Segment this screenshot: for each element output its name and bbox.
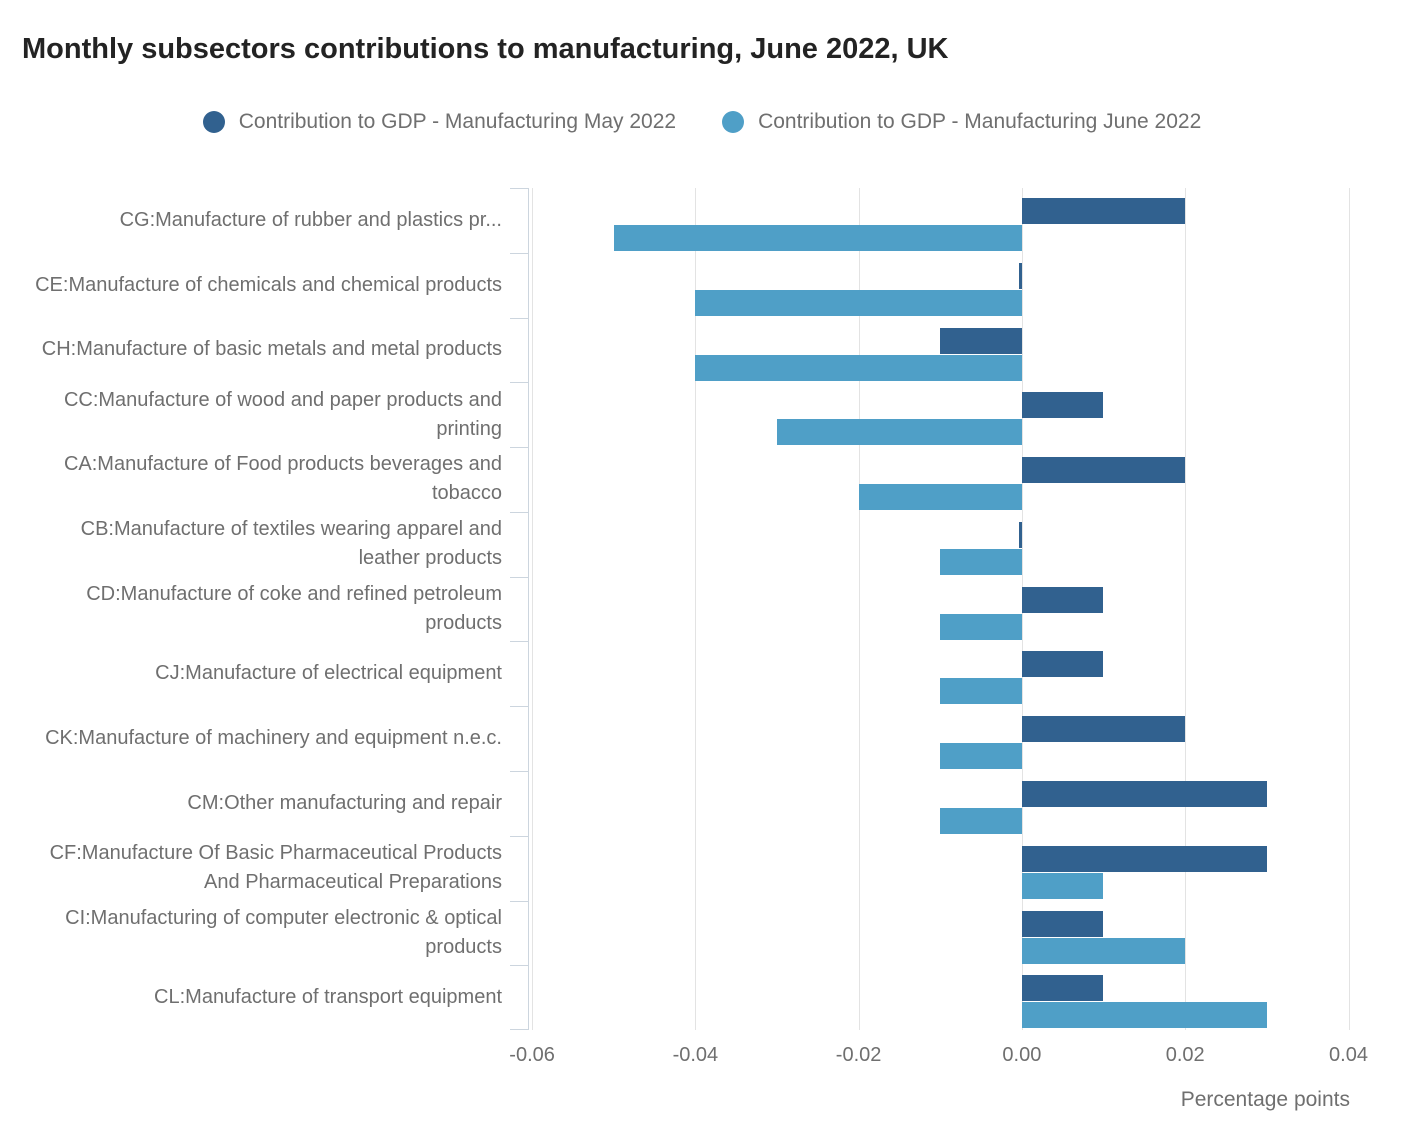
category-label: CB:Manufacture of textiles wearing apparel and leather products [80,518,502,570]
category-axis-tick [510,901,528,902]
bar-may [1022,198,1185,224]
gridline [1185,188,1186,1030]
category-axis-tick [510,771,528,772]
bar-may [1022,781,1267,807]
bar-june [695,290,1022,316]
category-label: CI:Manufacturing of computer electronic & optical products [65,906,502,958]
category-axis-tick [510,577,528,578]
legend-item-may[interactable] [203,110,676,134]
bar-june [1022,1002,1267,1028]
legend-label-june: Contribution to GDP - Manufacturing June 2022 [758,110,1202,133]
bar-june [940,678,1022,704]
legend-marker-may-icon [203,111,225,133]
bar-june [940,743,1022,769]
category-label: CA:Manufacture of Food products beverages and tobacco [63,453,502,505]
bar-june [1022,873,1104,899]
category-axis-tick [510,188,528,189]
bar-may [1022,392,1104,418]
category-axis-line [528,188,529,1030]
x-axis-label: Percentage points [1180,1088,1350,1111]
bar-june [859,484,1022,510]
category-label: CM:Other manufacturing and repair [187,791,502,814]
bar-may [1019,522,1022,548]
category-label: CG:Manufacture of rubber and plastics pr... [119,208,502,231]
category-label: CE:Manufacture of chemicals and chemical products [35,273,502,296]
bar-june [777,419,1022,445]
category-label: CC:Manufacture of wood and paper products and printing [63,388,502,440]
x-tick-label: 0.04 [1329,1044,1368,1066]
bar-may [940,328,1022,354]
bar-june [1022,938,1185,964]
x-tick-label: -0.02 [835,1044,882,1066]
legend-label-may: Contribution to GDP - Manufacturing May 2022 [238,110,677,133]
bar-may [1022,846,1267,872]
gridline [532,188,533,1030]
bar-may [1019,263,1022,289]
bar-june [940,549,1022,575]
category-label: CK:Manufacture of machinery and equipment n.e.c. [45,727,502,750]
bar-may [1022,457,1185,483]
bar-may [1022,716,1185,742]
category-axis-tick [510,382,528,383]
legend-marker-june-icon [722,111,744,133]
bar-june [940,808,1022,834]
x-tick-label: -0.04 [672,1044,719,1066]
x-axis-tick-labels [0,1044,1404,1070]
category-axis-labels [30,188,502,1030]
category-axis-tick [510,706,528,707]
chart-title: Monthly subsectors contributions to manufacturing, June 2022, UK [22,33,949,65]
category-axis-tick [510,447,528,448]
bar-may [1022,587,1104,613]
legend [0,110,1404,134]
category-axis-tick [510,318,528,319]
category-axis-tick [510,253,528,254]
bar-may [1022,975,1104,1001]
category-axis-tick [510,512,528,513]
x-tick-label: 0.02 [1165,1044,1205,1066]
x-tick-label: -0.06 [509,1044,555,1066]
gridline [1349,188,1350,1030]
category-label: CD:Manufacture of coke and refined petroleum products [86,582,502,634]
bar-june [614,225,1022,251]
category-label: CH:Manufacture of basic metals and metal products [41,338,502,361]
bar-may [1022,651,1104,677]
bar-june [940,614,1022,640]
category-axis-tick [510,836,528,837]
plot-area [528,188,1364,1030]
category-axis-tick [510,1029,528,1030]
category-axis-tick [510,965,528,966]
category-label: CJ:Manufacture of electrical equipment [155,662,502,685]
category-label: CF:Manufacture Of Basic Pharmaceutical Products And Pharmaceutical Preparations [49,842,502,894]
bar-may [1022,911,1104,937]
category-axis-tick [510,641,528,642]
category-label: CL:Manufacture of transport equipment [154,986,502,1009]
x-tick-label: 0.00 [1002,1044,1042,1066]
bar-june [695,355,1022,381]
legend-item-june[interactable] [722,110,1201,134]
